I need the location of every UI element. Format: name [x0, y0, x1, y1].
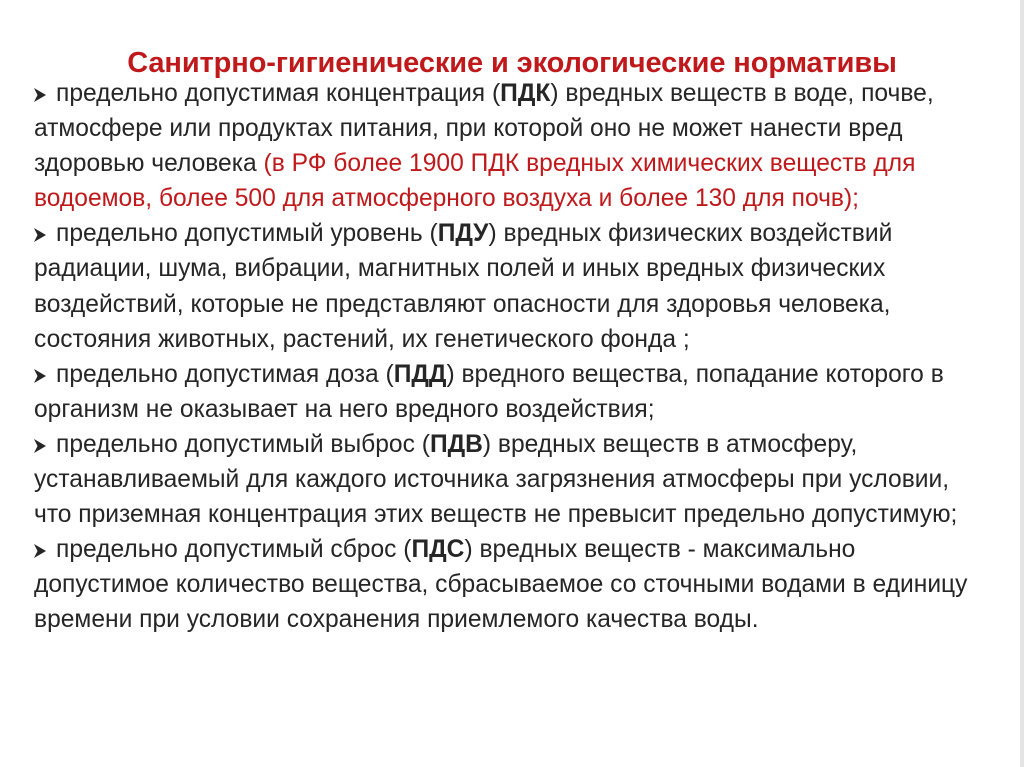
arrow-bullet-icon [34, 439, 46, 453]
abbreviation: ПДД [393, 360, 447, 388]
abbreviation: ПДК [500, 80, 551, 107]
bullet-text: ) вредных физических воздействий радиации, шума, вибрации, магнитных полей и иных вредных физических воздействий, которые не представляют опасности для здоровья человека, состояния животных, растений, их генетического фонда ; [34, 220, 893, 353]
bullet-item-pdu [34, 216, 982, 356]
slide-edge-divider [1020, 0, 1024, 767]
bullet-text: предельно допустимый выброс ( [56, 430, 430, 458]
bullet-item-pds [34, 532, 982, 637]
bullet-list [34, 76, 982, 638]
bullet-text: предельно допустимая доза ( [56, 360, 394, 388]
bullet-note: (в РФ более 1900 ПДК вредных химических веществ для водоемов, более 500 для атмосферного воздуха и более 130 для почв); [34, 150, 916, 213]
arrow-bullet-icon [34, 228, 46, 242]
bullet-text: ) вредных веществ в воде, почве, атмосфере или продуктах питания, при которой оно не может нанести вред здоровью человека [34, 80, 934, 178]
arrow-bullet-icon [34, 88, 46, 102]
slide-title: Санитрно-гигиенические и экологические нормативы [127, 47, 897, 80]
bullet-text: ) вредных веществ в атмосферу, устанавливаемый для каждого источника загрязнения атмосферы при условии, что приземная концентрация этих веществ не превысит предельно допустимую; [34, 430, 958, 529]
bullet-text: предельно допустимый уровень ( [56, 220, 438, 248]
bullet-text: предельно допустимая концентрация ( [56, 80, 501, 107]
bullet-item-pdk [34, 76, 982, 216]
bullet-item-pdd [34, 357, 982, 427]
bullet-text: ) вредных веществ - максимально допустимое количество вещества, сбрасываемое со сточными водами в единицу времени при условии сохранения приемлемого качества воды. [34, 536, 968, 634]
bullet-item-pdv [34, 427, 982, 532]
arrow-bullet-icon [34, 369, 46, 383]
abbreviation: ПДУ [437, 220, 489, 248]
arrow-bullet-icon [34, 544, 46, 558]
bullet-text: предельно допустимый сброс ( [56, 536, 412, 564]
abbreviation: ПДС [411, 536, 465, 564]
bullet-text: ) вредного вещества, попадание которого в организм не оказывает на него вредного воздействия; [34, 360, 944, 423]
abbreviation: ПДВ [429, 430, 483, 458]
